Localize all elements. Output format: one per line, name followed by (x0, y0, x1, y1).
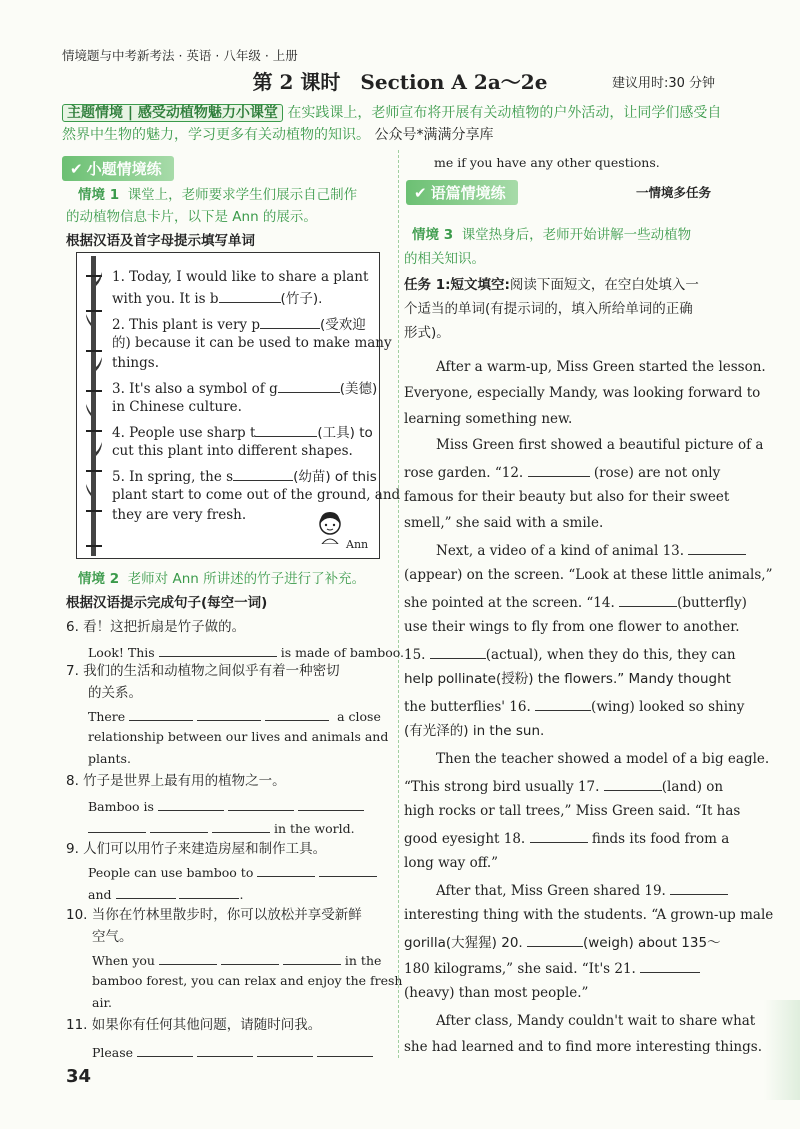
ctx2-line: 情境 2 老师对 Ann 所讲述的竹子进行了补充。 (78, 571, 366, 587)
q11-continuation: me if you have any other questions. (434, 155, 660, 170)
q2-line2: 的) because it can be used to make many (112, 335, 392, 351)
ctx1-line2: 的动植物信息卡片，以下是 Ann 的展示。 (66, 209, 317, 225)
passage-line: Miss Green first showed a beautiful picture of a (436, 437, 764, 453)
q9-en2: and . (88, 884, 243, 904)
blank-17[interactable] (604, 776, 662, 791)
left-section-banner: ✔ 小题情境练 (62, 156, 174, 181)
passage-line: “This strong bird usually 17. (land) on (404, 776, 723, 796)
q4-blank[interactable] (255, 422, 317, 437)
right-section-banner: ✔ 语篇情境练 (406, 180, 518, 205)
q8-blank-5[interactable] (150, 818, 208, 833)
column-divider (398, 150, 399, 1058)
q5-line1: 5. In spring, the s (幼苗) of this (112, 466, 377, 486)
q7-en3: plants. (88, 751, 131, 766)
q9-en1: People can use bamboo to (88, 862, 377, 882)
q11-blank-2[interactable] (197, 1042, 253, 1057)
passage-line: (heavy) than most people.” (404, 985, 589, 1001)
passage-line: interesting thing with the students. “A grown-up male (404, 907, 774, 923)
passage-line: 180 kilograms,” she said. “It's 21. (404, 958, 700, 978)
topic-label: 主题情境 | 感受动植物魅力小课堂 (62, 104, 283, 122)
passage-line: Next, a video of a kind of animal 13. (436, 540, 746, 560)
q8-blank-4[interactable] (88, 818, 146, 833)
q6-cn: 6. 看！这把折扇是竹子做的。 (66, 619, 246, 635)
q2-line3: things. (112, 355, 159, 371)
q9-blank-2[interactable] (319, 862, 377, 877)
passage-line: good eyesight 18. finds its food from a (404, 828, 729, 848)
passage-line: she had learned and to find more interesting things. (404, 1039, 762, 1055)
ctx3-line1: 情境 3 课堂热身后，老师开始讲解一些动植物 (412, 227, 692, 243)
passage-line: help pollinate(授粉) the flowers.” Mandy thought (404, 671, 731, 687)
book-header: 情境题与中考新考法 · 英语 · 八年级 · 上册 (62, 48, 298, 63)
q10-blank-1[interactable] (159, 950, 217, 965)
q2-blank[interactable] (260, 314, 320, 329)
q11-en: Please (92, 1042, 373, 1062)
instruction-1: 根据汉语及首字母提示填写单词 (66, 233, 255, 249)
passage-line: 15. (actual), when they do this, they can (404, 644, 736, 664)
q8-blank-1[interactable] (158, 796, 224, 811)
q3-line2: in Chinese culture. (112, 399, 242, 415)
q10-en2: bamboo forest, you can relax and enjoy the fresh (92, 973, 403, 988)
suggested-time: 建议用时:30 分钟 (612, 76, 716, 91)
q7-en1: There a close (88, 706, 381, 726)
passage-line: learning something new. (404, 411, 573, 427)
passage-line: rose garden. “12. (rose) are not only (404, 462, 720, 482)
blank-15[interactable] (430, 644, 486, 659)
q9-blank-3[interactable] (116, 884, 176, 899)
passage-line: After that, Miss Green shared 19. (436, 880, 728, 900)
passage-line: she pointed at the screen. “14. (butterfly) (404, 592, 747, 612)
q5-line2: plant start to come out of the ground, and (112, 487, 401, 503)
q7-blank-1[interactable] (129, 706, 193, 721)
q6-blank[interactable] (159, 642, 277, 657)
lesson-title: 第 2 课时 Section A 2a～2e (252, 70, 548, 94)
blank-12[interactable] (528, 462, 590, 477)
topic-text: 在实践课上，老师宣布将开展有关动植物的户外活动，让同学们感受自然界中生物的魅力，学习更多有关动植物的知识。 (62, 105, 722, 143)
check-icon: ✔ (70, 160, 83, 178)
ctx1-line1: 情境 1 课堂上，老师要求学生们展示自己制作 (78, 187, 358, 203)
q9-blank-1[interactable] (257, 862, 315, 877)
q10-en3: air. (92, 995, 113, 1010)
check-icon: ✔ (414, 184, 427, 202)
q4-line1: 4. People use sharp t (工具) to (112, 422, 373, 442)
passage-line: After a warm-up, Miss Green started the lesson. (436, 359, 766, 375)
passage-line: After class, Mandy couldn't wait to share what (436, 1013, 756, 1029)
q11-blank-1[interactable] (137, 1042, 193, 1057)
q9-cn: 9. 人们可以用竹子来建造房屋和制作工具。 (66, 841, 327, 857)
topic-intro (62, 102, 722, 146)
section-note: 一情境多任务 (636, 185, 712, 200)
instruction-2: 根据汉语提示完成句子(每空一词) (66, 595, 268, 611)
avatar-name: Ann (346, 538, 369, 551)
q1-line1: 1. Today, I would like to share a plant (112, 269, 369, 285)
q8-blank-6[interactable] (212, 818, 270, 833)
q9-blank-4[interactable] (179, 884, 239, 899)
blank-14[interactable] (619, 592, 677, 607)
q10-blank-3[interactable] (283, 950, 341, 965)
passage-line: smell,” she said with a smile. (404, 515, 604, 531)
blank-21[interactable] (640, 958, 700, 973)
ctx3-line2: 的相关知识。 (404, 251, 485, 267)
passage-line: high rocks or tall trees,” Miss Green said. “It has (404, 803, 741, 819)
q11-blank-3[interactable] (257, 1042, 313, 1057)
q7-blank-2[interactable] (197, 706, 261, 721)
passage-line: long way off.” (404, 855, 499, 871)
q11-blank-4[interactable] (317, 1042, 373, 1057)
q2-line1: 2. This plant is very p (受欢迎 (112, 314, 366, 334)
passage-line: gorilla(大猩猩) 20. (weigh) about 135～ (404, 932, 721, 952)
passage-line: Then the teacher showed a model of a big eagle. (436, 751, 770, 767)
passage-line: use their wings to fly from one flower to another. (404, 619, 740, 635)
passage-line: (有光泽的) in the sun. (404, 723, 545, 739)
q7-blank-3[interactable] (265, 706, 329, 721)
passage-line: famous for their beauty but also for their sweet (404, 489, 730, 505)
q7-cn2: 的关系。 (88, 685, 142, 701)
watermark: 公众号*满满分享库 (374, 127, 494, 143)
passage-line: the butterflies' 16. (wing) looked so shiny (404, 696, 744, 716)
q5-blank[interactable] (233, 466, 293, 481)
task-line1: 任务 1:短文填空:阅读下面短文，在空白处填入一 (404, 277, 699, 293)
q6-en: Look! This is made of bamboo. (88, 642, 404, 662)
q8-en2: in the world. (88, 818, 355, 838)
q7-en2: relationship between our lives and animals and (88, 729, 389, 744)
blank-18[interactable] (530, 828, 588, 843)
q10-cn2: 空气。 (92, 929, 133, 945)
blank-19[interactable] (670, 880, 728, 895)
q8-blank-3[interactable] (298, 796, 364, 811)
q8-cn: 8. 竹子是世界上最有用的植物之一。 (66, 773, 286, 789)
passage-line: Everyone, especially Mandy, was looking forward to (404, 385, 761, 401)
girl-avatar (312, 510, 348, 544)
q8-en1: Bamboo is (88, 796, 364, 816)
task-line2: 个适当的单词(有提示词的，填入所给单词的正确 (404, 301, 693, 317)
q8-blank-2[interactable] (228, 796, 294, 811)
blank-20[interactable] (527, 932, 583, 947)
page-number: 34 (66, 1066, 92, 1087)
q5-line3: they are very fresh. (112, 507, 247, 523)
q3-blank[interactable] (278, 378, 340, 393)
q7-cn1: 7. 我们的生活和动植物之间似乎有着一种密切 (66, 663, 340, 679)
q1-blank[interactable] (219, 288, 281, 303)
q1-line2: with you. It is b (竹子). (112, 288, 322, 308)
q10-cn1: 10. 当你在竹林里散步时，你可以放松并享受新鲜 (66, 907, 362, 923)
bamboo-decoration (86, 256, 102, 556)
task-line3: 形式)。 (404, 325, 450, 341)
blank-13[interactable] (688, 540, 746, 555)
q3-line1: 3. It's also a symbol of g (美德) (112, 378, 377, 398)
q11-cn: 11. 如果你有任何其他问题，请随时问我。 (66, 1017, 322, 1033)
passage-line: (appear) on the screen. “Look at these little animals,” (404, 567, 773, 583)
blank-16[interactable] (535, 696, 591, 711)
page-edge-shadow (764, 1000, 800, 1100)
q10-en1: When you in the (92, 950, 381, 970)
q4-line2: cut this plant into different shapes. (112, 443, 353, 459)
q10-blank-2[interactable] (221, 950, 279, 965)
